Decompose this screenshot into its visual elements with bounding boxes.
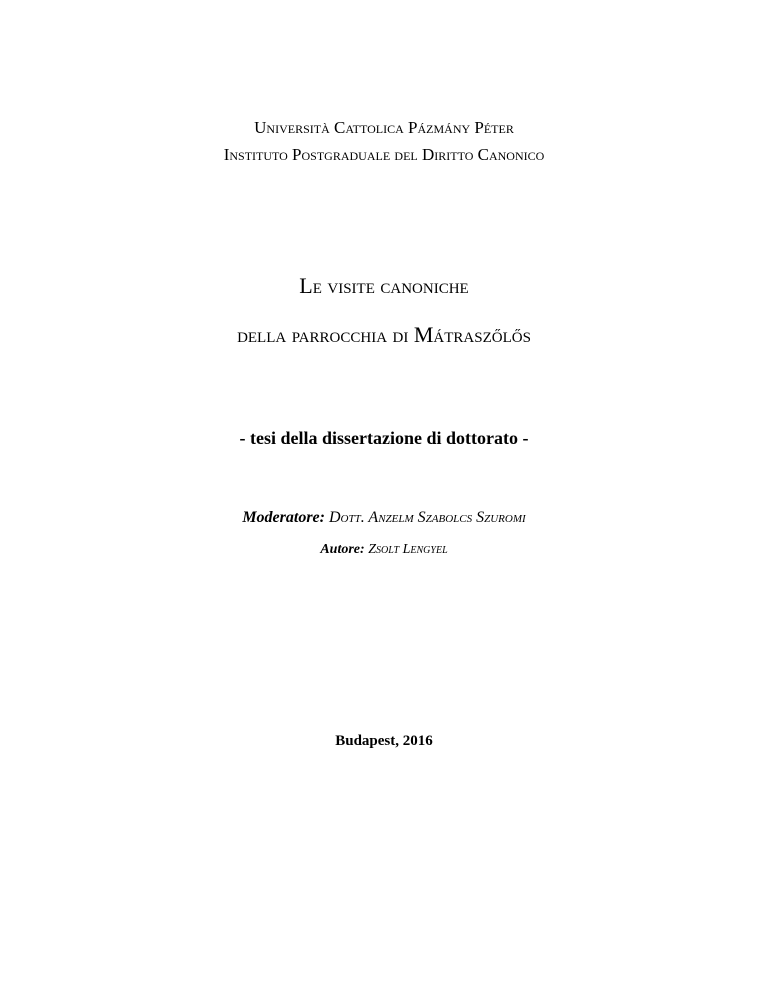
thesis-title-line-2: della parrocchia di Mátraszőlős [237,322,531,347]
institute-name: Instituto Postgraduale del Diritto Canonico [223,145,545,164]
place-and-year: Budapest, 2016 [335,733,433,749]
thesis-title-line-1: Le visite canoniche [299,273,469,298]
moderator-label: Moderatore: [242,509,325,526]
author-credit [0,542,768,558]
author-label: Autore: [320,542,365,557]
author-name: Zsolt Lengyel [368,542,448,557]
university-name: Università Cattolica Pázmány Péter [254,118,514,137]
moderator-credit [0,509,768,527]
thesis-subtitle: - tesi della dissertazione di dottorato - [239,428,529,448]
moderator-name: Dott. Anzelm Szabolcs Szuromi [328,509,526,526]
